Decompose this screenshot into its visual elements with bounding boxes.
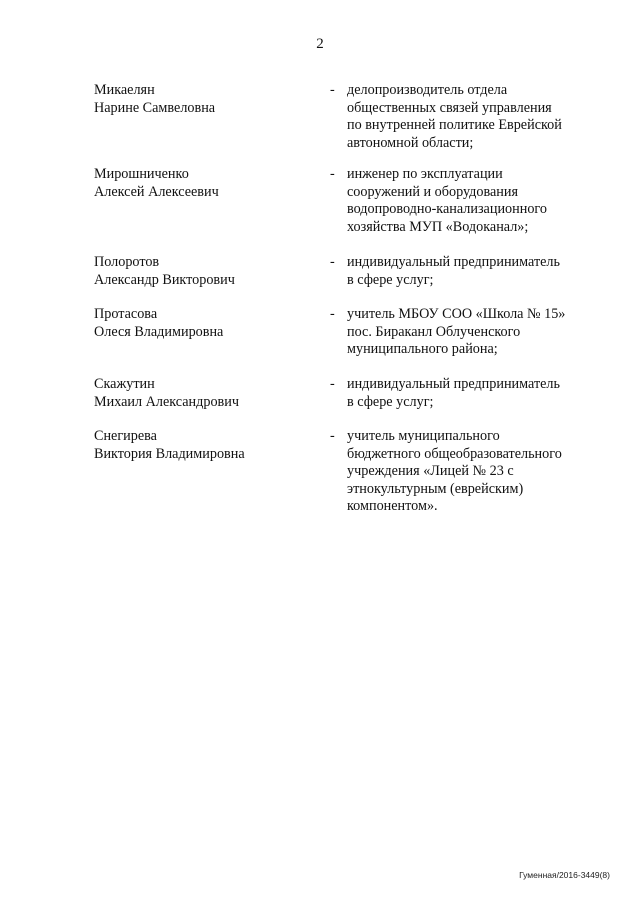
person-role bbox=[347, 254, 597, 289]
role-line: индивидуальный предприниматель bbox=[347, 254, 560, 270]
role-line: этнокультурным (еврейским) bbox=[347, 480, 524, 497]
role-line: сооружений и оборудования bbox=[347, 183, 519, 200]
person-surname: Скажутин bbox=[94, 376, 155, 392]
role-line: общественных связей управления bbox=[347, 99, 552, 116]
separator-dash: - bbox=[330, 306, 335, 322]
person-surname: Микаелян bbox=[94, 82, 155, 98]
person-given-name: Александр Викторович bbox=[94, 271, 235, 288]
role-line: водопроводно-канализационного bbox=[347, 201, 547, 217]
person-given-name: Олеся Владимировна bbox=[94, 323, 224, 340]
role-line: учитель МБОУ СОО «Школа № 15» bbox=[347, 306, 566, 322]
person-given-name: Нарине Самвеловна bbox=[94, 99, 216, 116]
role-line: по внутренней политике Еврейской bbox=[347, 117, 562, 133]
page-number: 2 bbox=[316, 36, 324, 52]
separator-dash: - bbox=[330, 254, 335, 270]
person-role bbox=[347, 82, 597, 152]
person-name bbox=[94, 428, 314, 463]
person-role bbox=[347, 166, 597, 236]
role-line: учреждения «Лицей № 23 с bbox=[347, 463, 514, 479]
role-line: компонентом». bbox=[347, 498, 438, 514]
role-line: в сфере услуг; bbox=[347, 271, 434, 288]
person-name bbox=[94, 166, 314, 201]
person-name bbox=[94, 82, 314, 117]
separator-dash: - bbox=[330, 82, 335, 98]
role-line: бюджетного общеобразовательного bbox=[347, 445, 562, 462]
separator-dash: - bbox=[330, 428, 335, 444]
role-line: инженер по эксплуатации bbox=[347, 166, 503, 182]
person-name bbox=[94, 376, 314, 411]
person-surname: Снегирева bbox=[94, 428, 157, 444]
document-footer-code: Гуменная/2016-3449(8) bbox=[519, 870, 610, 880]
role-line: учитель муниципального bbox=[347, 428, 500, 444]
role-line: автономной области; bbox=[347, 134, 474, 151]
person-name bbox=[94, 254, 314, 289]
separator-dash: - bbox=[330, 166, 335, 182]
separator-dash: - bbox=[330, 376, 335, 392]
person-role bbox=[347, 376, 597, 411]
person-given-name: Виктория Владимировна bbox=[94, 445, 245, 462]
person-role bbox=[347, 428, 597, 516]
role-line: в сфере услуг; bbox=[347, 393, 434, 410]
role-line: муниципального района; bbox=[347, 341, 498, 357]
person-name bbox=[94, 306, 314, 341]
role-line: делопроизводитель отдела bbox=[347, 82, 508, 98]
person-given-name: Михаил Александрович bbox=[94, 393, 239, 410]
person-surname: Мирошниченко bbox=[94, 166, 189, 182]
role-line: индивидуальный предприниматель bbox=[347, 376, 560, 392]
person-role bbox=[347, 306, 597, 359]
person-surname: Полоротов bbox=[94, 254, 160, 270]
person-surname: Протасова bbox=[94, 306, 158, 322]
person-given-name: Алексей Алексеевич bbox=[94, 183, 219, 200]
role-line: пос. Бираканл Облученского bbox=[347, 323, 521, 340]
role-line: хозяйства МУП «Водоканал»; bbox=[347, 218, 529, 235]
